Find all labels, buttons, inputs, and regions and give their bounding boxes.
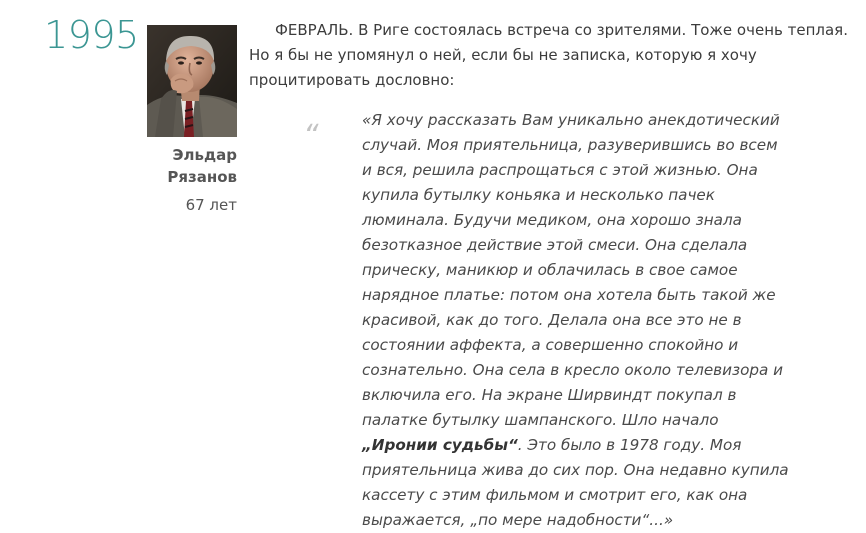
author-first-name: Эльдар [172, 146, 237, 164]
entry-year: 1995 [44, 13, 139, 57]
entry-lead-paragraph: ФЕВРАЛЬ. В Риге состоялась встреча со зрителями. Тоже очень теплая. Но я бы не упомянул о ней, если бы не записка, которую я хочу процитировать дословно: [249, 21, 848, 89]
author-name [147, 144, 237, 188]
author-photo-image [147, 25, 237, 137]
quote-text-end: . Это было в 1978 году. Моя приятельница жива до сих пор. Она недавно купила кассету с этим фильмом и смотрит его, как она выражается, „по мере надобности“...» [362, 436, 789, 529]
author-last-name: Рязанов [167, 168, 237, 186]
quote-text-start: «Я хочу рассказать Вам уникально анекдотический случай. Моя приятельница, разуверившись во всем и вся, решила распрощаться с этой жизнью. Она купила бутылку коньяка и несколько пачек люминала. Будучи медиком, она хорошо знала безотказное действие этой смеси. Она сделала прическу, маникюр и облачилась в свое самое нарядное платье: потом она хотела быть такой же красивой, как до того. Делала она все это не в состоянии аффекта, а совершенно спокойно и сознательно. Она села в кресло около телевизора и включила его. На экране Ширвиндт покупал в палатке бутылку шампанского. Шло начало [362, 111, 784, 429]
author-portrait [147, 25, 237, 137]
quote-film-title: „Иронии судьбы“ [362, 436, 518, 454]
entry-quote [362, 108, 792, 533]
quote-mark-icon: “ [303, 119, 319, 154]
author-age: 67 лет [185, 196, 237, 214]
